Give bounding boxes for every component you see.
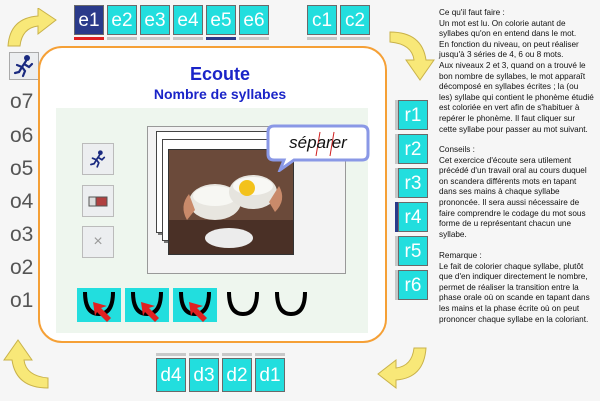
- tab-d3[interactable]: d3: [189, 358, 219, 392]
- level-o5[interactable]: o5: [10, 157, 34, 180]
- tab-d2[interactable]: d2: [222, 358, 252, 392]
- exercise-subtitle: Nombre de syllabes: [153, 86, 287, 102]
- tab-r5[interactable]: r5: [398, 236, 428, 266]
- level-o2[interactable]: o2: [10, 256, 34, 279]
- syllable-arc-icon: [125, 288, 169, 322]
- corner-arrow-top-left-icon[interactable]: [4, 8, 60, 52]
- progress-indicator: [156, 353, 186, 356]
- instructions-line: est coloriée en vert afin de s'habituer à: [439, 103, 580, 113]
- instructions-line: précédé d'un travail oral au cours duquel: [439, 166, 587, 176]
- progress-indicator: [239, 37, 269, 40]
- instructions-line: les mains et la phase écrite où on peut: [439, 303, 580, 313]
- progress-indicator: [255, 353, 285, 356]
- instructions-section-remark: [439, 251, 595, 325]
- play-word-button[interactable]: [82, 143, 114, 175]
- instructions-heading: Remarque :: [439, 251, 482, 260]
- progress-indicator: [107, 37, 137, 40]
- syllable-arc-icon: [221, 288, 265, 322]
- tab-r2[interactable]: r2: [398, 134, 428, 164]
- progress-indicator: [206, 37, 236, 40]
- instructions-heading: Conseils :: [439, 145, 475, 154]
- instructions-line: phase orale où on scande en tapant dans: [439, 293, 590, 303]
- tab-r1[interactable]: r1: [398, 100, 428, 130]
- instructions-heading: Ce qu'il faut faire :: [439, 8, 505, 17]
- tab-r4[interactable]: r4: [398, 202, 428, 232]
- instructions-line: prononcée. Il sera aussi nécessaire de: [439, 197, 580, 207]
- instructions-line: Un mot est lu. On colorie autant de: [439, 18, 566, 28]
- running-person-icon: [10, 53, 38, 79]
- progress-indicator: [222, 353, 252, 356]
- instructions-line: repérer le phonème. Il faut cliquer sur: [439, 113, 576, 123]
- close-icon: ×: [93, 233, 103, 250]
- progress-indicator: [395, 168, 398, 198]
- tab-d1[interactable]: d1: [255, 358, 285, 392]
- instructions-section-tips: [439, 145, 595, 240]
- instructions-line: on scandera différents mots en tapant: [439, 176, 577, 186]
- instructions-line: jusqu'à 3 séries de 4, 6 ou 8 mots.: [439, 50, 564, 60]
- tab-e2[interactable]: e2: [107, 5, 137, 35]
- instructions-line: prononcer chaque syllabe en la coloriant.: [439, 314, 589, 324]
- progress-indicator: [340, 37, 370, 40]
- tab-d4[interactable]: d4: [156, 358, 186, 392]
- instructions-line: cette syllabe pour passer au mot suivant.: [439, 124, 588, 134]
- progress-indicator: [173, 37, 203, 40]
- instructions-section-what: [439, 8, 595, 135]
- run-button[interactable]: [9, 52, 39, 80]
- running-person-icon: [87, 148, 109, 170]
- level-o3[interactable]: o3: [10, 223, 34, 246]
- tab-c2[interactable]: c2: [340, 5, 370, 35]
- level-o7[interactable]: o7: [10, 90, 34, 113]
- instructions-line: Cet exercice d'écoute sera utilement: [439, 155, 572, 165]
- instructions-line: les) syllabe qui contient le phonème étudié: [439, 92, 594, 102]
- syllable-arc-icon: [269, 288, 313, 322]
- syllable-slot[interactable]: [125, 288, 169, 322]
- progress-indicator: [74, 37, 104, 40]
- progress-indicator: [395, 270, 398, 300]
- progress-indicator: [189, 353, 219, 356]
- instructions-line: décomposé en syllabes écrites ; la (ou: [439, 82, 579, 92]
- tab-e3[interactable]: e3: [140, 5, 170, 35]
- cancel-button[interactable]: [82, 226, 114, 258]
- eraser-icon: [88, 194, 108, 208]
- progress-indicator: [395, 236, 398, 266]
- tab-c1[interactable]: c1: [307, 5, 337, 35]
- corner-arrow-bottom-right-icon[interactable]: [374, 344, 430, 392]
- syllable-arc-icon: [173, 288, 217, 322]
- instructions-line: bon nombre de syllabes, le mot apparaît: [439, 71, 586, 81]
- word-text: séparer: [289, 133, 347, 152]
- tab-e1[interactable]: e1: [74, 5, 104, 35]
- corner-arrow-bottom-left-icon[interactable]: [2, 338, 50, 394]
- instructions-line: permet de réaliser la transition entre la: [439, 282, 579, 292]
- syllable-arc-icon: [77, 288, 121, 322]
- exercise-title: Ecoute: [189, 64, 250, 84]
- level-o6[interactable]: o6: [10, 124, 34, 147]
- instructions-line: Aux niveaux 2 et 3, quand on a trouvé le: [439, 60, 586, 70]
- instructions-line: syllabes qu'on en entend dans le mot.: [439, 29, 577, 39]
- tab-e4[interactable]: e4: [173, 5, 203, 35]
- instructions-line: faire comprendre le codage du mot sous: [439, 208, 586, 218]
- level-o4[interactable]: o4: [10, 190, 34, 213]
- progress-indicator: [140, 37, 170, 40]
- syllable-slot[interactable]: [221, 288, 265, 322]
- syllable-slot[interactable]: [173, 288, 217, 322]
- instructions-line: Le fait de colorier chaque syllabe, plutôt: [439, 261, 584, 271]
- progress-indicator: [395, 134, 398, 164]
- level-o1[interactable]: o1: [10, 289, 34, 312]
- instructions-line: dans ses mains à chaque syllabe: [439, 187, 560, 197]
- syllable-slot[interactable]: [77, 288, 121, 322]
- instructions-line: que d'en indiquer directement le nombre,: [439, 272, 588, 282]
- tab-e6[interactable]: e6: [239, 5, 269, 35]
- syllable-slot[interactable]: [269, 288, 313, 322]
- tab-e5[interactable]: e5: [206, 5, 236, 35]
- erase-button[interactable]: [82, 185, 114, 217]
- instructions-line: En fonction du niveau, on peut réaliser: [439, 39, 579, 49]
- tab-r3[interactable]: r3: [398, 168, 428, 198]
- progress-indicator: [395, 100, 398, 130]
- instructions-line: syllabe.: [439, 229, 467, 239]
- instructions-line: forme de u représentant chacun une: [439, 219, 571, 229]
- progress-indicator: [307, 37, 337, 40]
- progress-indicator: [395, 202, 398, 232]
- tab-r6[interactable]: r6: [398, 270, 428, 300]
- corner-arrow-top-right-icon[interactable]: [388, 26, 436, 82]
